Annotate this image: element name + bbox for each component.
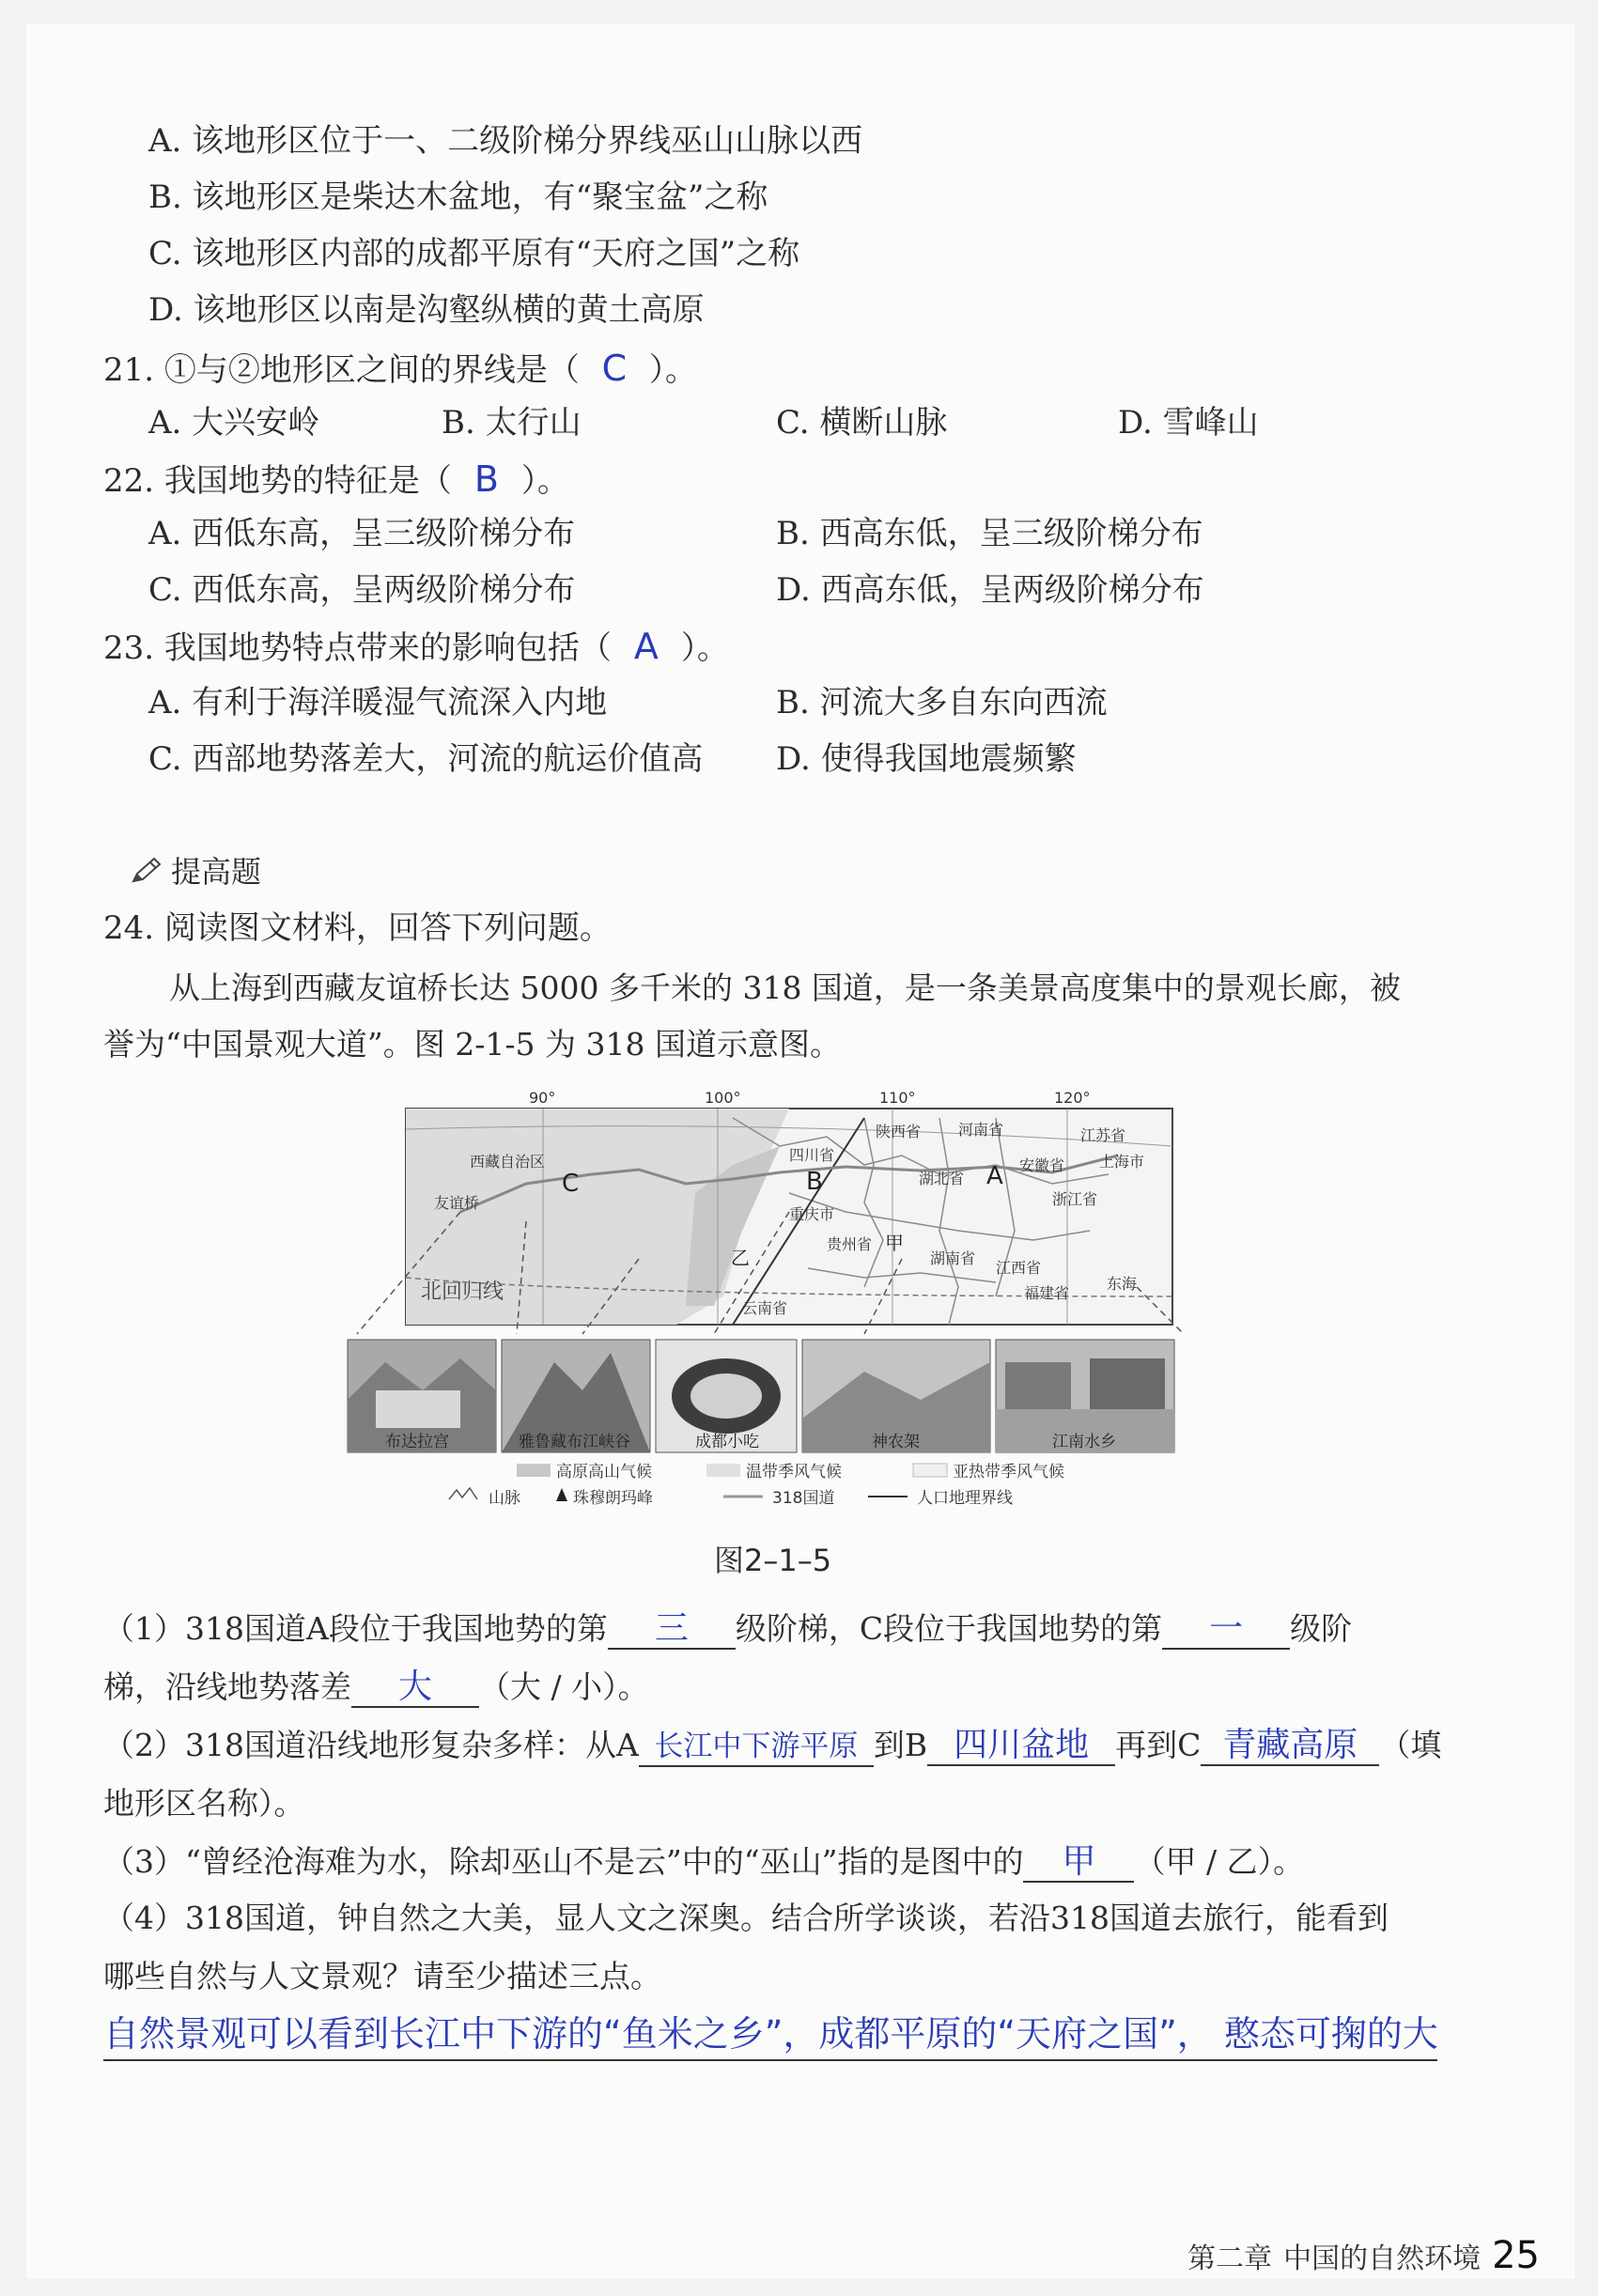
bridge-label: 友谊桥 bbox=[434, 1194, 480, 1212]
q24-stem: 24. 阅读图文材料，回答下列问题。 bbox=[103, 909, 612, 947]
q21-stem-post: ）。 bbox=[648, 351, 697, 389]
q24-part2-blank1[interactable]: 长江中下游平原 bbox=[639, 1728, 874, 1767]
footer-chapter: 第二章 bbox=[1187, 2242, 1273, 2275]
q24-part1-line1 bbox=[103, 1608, 1352, 1650]
photo-caption: 雅鲁藏布江峡谷 bbox=[519, 1433, 630, 1451]
q21-stem bbox=[103, 348, 697, 391]
q24-part1-text: （大 / 小）。 bbox=[479, 1668, 649, 1705]
q24-part1-text: 梯，沿线地势落差 bbox=[103, 1668, 351, 1705]
q24-part3-blank[interactable]: 甲 bbox=[1023, 1843, 1134, 1883]
q23-option-d: D. 使得我国地震频繁 bbox=[776, 740, 1077, 778]
q24-part2-text: （填 bbox=[1379, 1727, 1442, 1763]
legend-swatch-subtropical bbox=[913, 1464, 947, 1477]
region-label: 安徽省 bbox=[1019, 1156, 1065, 1174]
region-label: 陕西省 bbox=[876, 1123, 922, 1140]
q24-part2-blank2[interactable]: 四川盆地 bbox=[927, 1727, 1115, 1766]
q24-part4-answer[interactable]: 自然景观可以看到长江中下游的“鱼米之乡”，成都平原的“天府之国”， 憨态可掬的大 bbox=[103, 2012, 1437, 2061]
region-label: 西藏自治区 bbox=[470, 1153, 546, 1171]
region-label: 重庆市 bbox=[789, 1205, 835, 1223]
tropic-label: 北回归线 bbox=[421, 1280, 504, 1304]
legend-climate: 温带季风气候 bbox=[746, 1463, 842, 1482]
q21-stem-pre: 21. ①与②地形区之间的界线是（ bbox=[103, 351, 580, 389]
q22-stem-post: ）。 bbox=[520, 462, 569, 500]
q24-part3-text: （甲 / 乙）。 bbox=[1134, 1843, 1305, 1880]
q24-part3 bbox=[103, 1841, 1304, 1883]
q22-option-c: C. 西低东高，呈两级阶梯分布 bbox=[148, 571, 576, 609]
q24-part1-text: （1）318国道A段位于我国地势的第 bbox=[103, 1610, 608, 1647]
region-label: 湖北省 bbox=[919, 1170, 965, 1187]
region-label: 贵州省 bbox=[827, 1235, 873, 1253]
q24-part1-text: 级阶 bbox=[1290, 1610, 1353, 1647]
section-title: 提高题 bbox=[171, 854, 262, 890]
q23-answer: A bbox=[633, 626, 659, 667]
q20-option-d: D. 该地形区以南是沟壑纵横的黄土高原 bbox=[148, 291, 705, 329]
q24-part2-line1 bbox=[103, 1725, 1441, 1767]
photo-strip bbox=[348, 1340, 1174, 1452]
marker-yi: 乙 bbox=[731, 1247, 750, 1269]
q24-part2-text: 到B bbox=[873, 1727, 928, 1763]
photo-caption: 布达拉宫 bbox=[385, 1433, 449, 1451]
peak-icon bbox=[556, 1488, 567, 1501]
q23-option-b: B. 河流大多自东向西流 bbox=[776, 684, 1108, 721]
q24-part1-text: 级阶梯，C段位于我国地势的第 bbox=[735, 1610, 1163, 1647]
q21-option-b: B. 太行山 bbox=[442, 404, 582, 442]
marker-c: C bbox=[562, 1170, 580, 1198]
q24-part1-blank3[interactable]: 大 bbox=[351, 1668, 479, 1708]
q24-para-line2: 誉为“中国景观大道”。图 2-1-5 为 318 国道示意图。 bbox=[103, 1026, 841, 1063]
legend-climate: 高原高山气候 bbox=[556, 1463, 652, 1482]
q24-part4-line1: （4）318国道，钟自然之大美，显人文之深奥。结合所学谈谈，若沿318国道去旅行，能看到 bbox=[103, 1900, 1389, 1936]
q24-para-line1: 从上海到西藏友谊桥长达 5000 多千米的 318 国道，是一条美景高度集中的景观长廊，被 bbox=[169, 970, 1401, 1006]
q24-part1-blank2[interactable]: 一 bbox=[1162, 1610, 1290, 1650]
q24-part1-blank1[interactable]: 三 bbox=[608, 1610, 736, 1650]
marker-a: A bbox=[986, 1162, 1003, 1190]
q22-option-a: A. 西低东高，呈三级阶梯分布 bbox=[148, 515, 576, 552]
longitude-label: 100° bbox=[705, 1089, 741, 1107]
q20-option-a: A. 该地形区位于一、二级阶梯分界线巫山山脉以西 bbox=[148, 122, 863, 160]
photo-caption: 江南水乡 bbox=[1052, 1433, 1116, 1451]
mountain-range-icon bbox=[449, 1488, 477, 1499]
photo-caption: 神农架 bbox=[872, 1433, 920, 1451]
marker-jia: 甲 bbox=[885, 1232, 904, 1254]
q20-option-c: C. 该地形区内部的成都平原有“天府之国”之称 bbox=[148, 235, 800, 272]
q22-answer: B bbox=[473, 458, 499, 500]
q23-option-a: A. 有利于海洋暖湿气流深入内地 bbox=[148, 684, 608, 721]
region-label: 江西省 bbox=[996, 1259, 1042, 1277]
page-footer bbox=[1187, 2234, 1540, 2277]
legend-symbol: 珠穆朗玛峰 bbox=[573, 1489, 653, 1508]
q20-option-b: B. 该地形区是柴达木盆地，有“聚宝盆”之称 bbox=[148, 178, 768, 216]
q23-option-c: C. 西部地势落差大，河流的航运价值高 bbox=[148, 740, 704, 778]
region-label: 浙江省 bbox=[1052, 1190, 1098, 1208]
q22-option-d: D. 西高东低，呈两级阶梯分布 bbox=[776, 571, 1204, 609]
q22-option-b: B. 西高东低，呈三级阶梯分布 bbox=[776, 515, 1203, 552]
region-label: 东海 bbox=[1107, 1275, 1138, 1293]
region-label: 江苏省 bbox=[1080, 1126, 1126, 1144]
q24-part3-text: （3）“曾经沧海难为水，除却巫山不是云”中的“巫山”指的是图中的 bbox=[103, 1843, 1024, 1880]
figure-caption: 图2–1–5 bbox=[714, 1543, 832, 1578]
pencil-icon bbox=[130, 854, 162, 895]
legend-climate: 亚热带季风气候 bbox=[953, 1463, 1064, 1482]
region-label: 四川省 bbox=[789, 1146, 835, 1164]
region-label: 福建省 bbox=[1024, 1284, 1070, 1302]
q23-stem bbox=[103, 626, 729, 669]
longitude-label: 90° bbox=[529, 1089, 556, 1107]
longitude-label: 120° bbox=[1054, 1089, 1091, 1107]
section-heading bbox=[130, 851, 261, 895]
q24-part2-blank3[interactable]: 青藏高原 bbox=[1201, 1727, 1379, 1766]
route-318-figure bbox=[338, 1080, 1240, 1513]
legend-symbol: 318国道 bbox=[772, 1489, 835, 1508]
legend-symbol: 人口地理界线 bbox=[917, 1489, 1013, 1508]
q24-part2-line2: 地形区名称）。 bbox=[103, 1785, 305, 1822]
q21-option-c: C. 横断山脉 bbox=[776, 404, 948, 442]
page-number: 25 bbox=[1492, 2234, 1540, 2277]
q24-part2-text: 再到C bbox=[1115, 1727, 1202, 1763]
footer-title: 中国的自然环境 bbox=[1283, 2242, 1482, 2275]
q23-stem-pre: 23. 我国地势特点带来的影响包括（ bbox=[103, 629, 612, 667]
region-label: 上海市 bbox=[1099, 1153, 1145, 1171]
marker-b: B bbox=[806, 1168, 823, 1196]
q21-option-d: D. 雪峰山 bbox=[1118, 404, 1259, 442]
photo-caption: 成都小吃 bbox=[695, 1433, 759, 1451]
region-label: 云南省 bbox=[742, 1299, 788, 1317]
legend-symbol: 山脉 bbox=[489, 1489, 520, 1508]
q23-stem-post: ）。 bbox=[680, 629, 729, 667]
q24-part1-line2 bbox=[103, 1667, 649, 1708]
q24-part2-text: （2）318国道沿线地形复杂多样：从A bbox=[103, 1727, 639, 1763]
legend-swatch-temperate bbox=[706, 1464, 740, 1477]
q24-part4-line2: 哪些自然与人文景观？请至少描述三点。 bbox=[103, 1958, 661, 1994]
q22-stem-pre: 22. 我国地势的特征是（ bbox=[103, 462, 452, 500]
q21-option-a: A. 大兴安岭 bbox=[148, 404, 320, 442]
region-label: 河南省 bbox=[958, 1121, 1004, 1139]
legend-swatch-plateau bbox=[517, 1464, 551, 1477]
q21-answer: C bbox=[601, 348, 628, 389]
q22-stem bbox=[103, 458, 569, 502]
region-label: 湖南省 bbox=[930, 1249, 976, 1267]
longitude-label: 110° bbox=[879, 1089, 916, 1107]
